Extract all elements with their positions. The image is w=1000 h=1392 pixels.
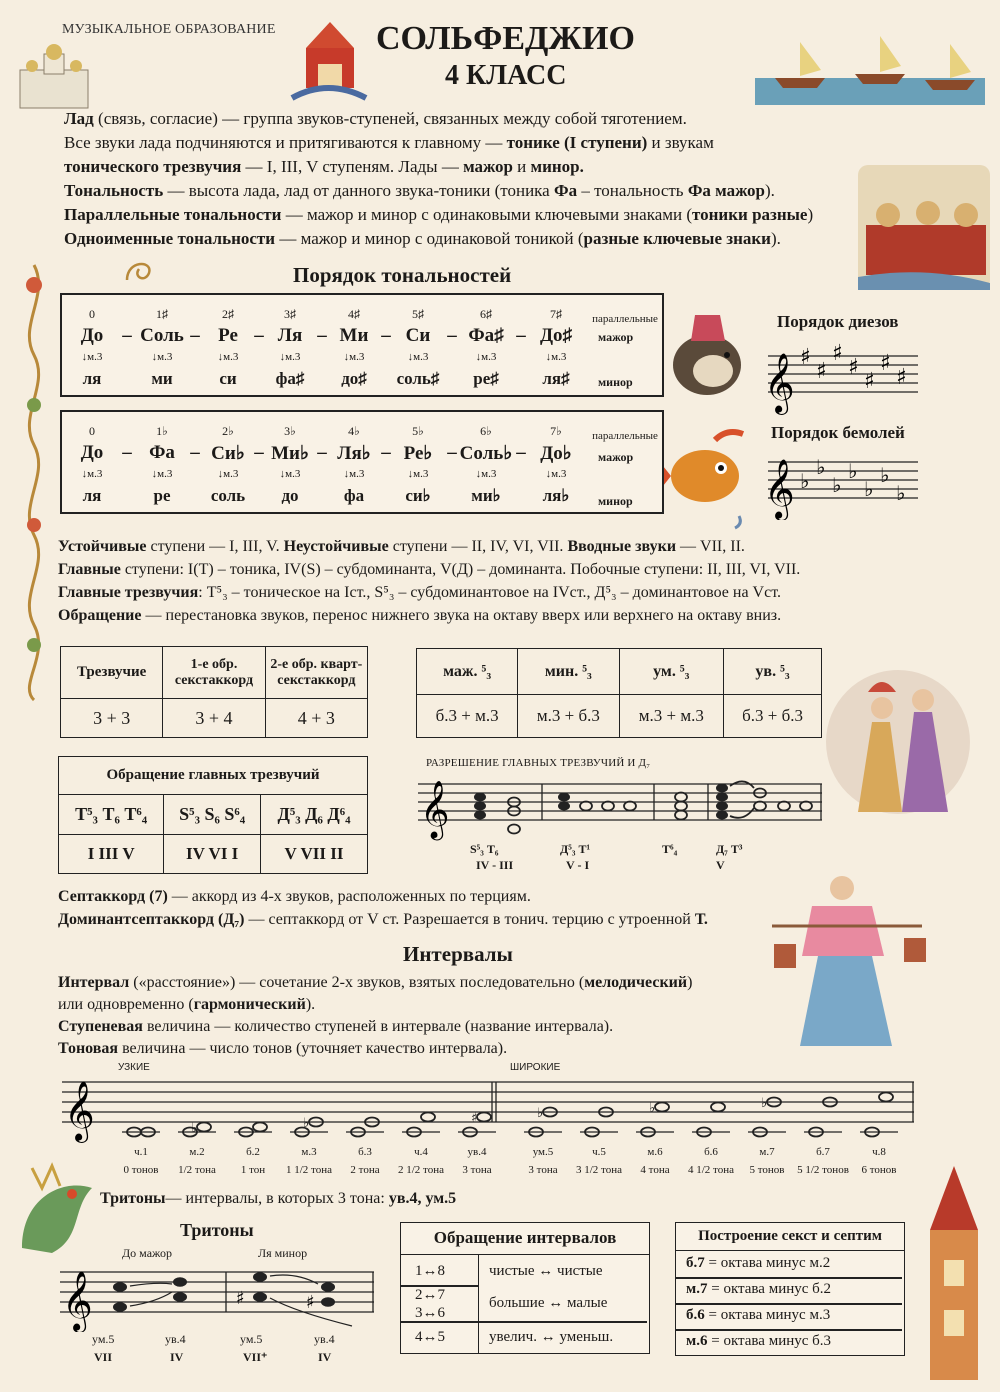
- key-signature-count: 5♯: [412, 307, 424, 321]
- table-cell: б.3 + м.3: [417, 695, 518, 738]
- minor-third-arrow: ↓м.3: [343, 468, 365, 480]
- def-main-triads: Главные трезвучия: Т⁵₃ – тоническое на Iст., S⁵₃ – субдоминантовое на IVст., Д⁵₃ – доминантовое на Vст.: [58, 584, 781, 601]
- sharp-signs: [800, 341, 907, 394]
- res-label: V - I: [566, 858, 590, 872]
- svg-text:♯: ♯: [864, 369, 875, 394]
- th-major: маж. ⁵₃: [417, 649, 518, 695]
- key-signature-count: 7♭: [550, 424, 562, 438]
- th-dim: ум. ⁵₃: [619, 649, 724, 695]
- minor-third-arrow: ↓м.3: [279, 351, 301, 363]
- intervals-title: Интервалы: [403, 942, 513, 966]
- major-key-name: Соль♭: [459, 443, 513, 464]
- table-cell: Д⁵₃ Д₆ Д⁶₄: [261, 795, 368, 835]
- interval-tones: 1 тон: [240, 1164, 266, 1176]
- warriors-illustration: [858, 165, 990, 290]
- table-cell: б.3 + б.3: [724, 695, 822, 738]
- fish-illustration: [655, 420, 755, 530]
- interval-tones: 3 тона: [462, 1164, 492, 1176]
- def-lad-2: Все звуки лада подчиняются и притягиваются к главному — тонике (I ступени) и звукам: [64, 133, 714, 152]
- tritone-minor-label: Ля минор: [258, 1246, 308, 1260]
- flats-staff: [762, 448, 922, 520]
- key-separator: –: [190, 325, 200, 346]
- key-separator: –: [447, 325, 457, 346]
- minor-key-name: си: [219, 369, 237, 388]
- interval-tones: 2 1/2 тона: [398, 1164, 444, 1176]
- major-key-name: Фа♯: [468, 325, 504, 346]
- interval-tones: 1 1/2 тона: [286, 1164, 332, 1176]
- key-signature-count: 3♯: [284, 307, 296, 321]
- svg-text:♯: ♯: [896, 365, 907, 390]
- th-sixth: 1-е обр. секстаккорд: [163, 647, 265, 699]
- women-illustration: [818, 662, 974, 822]
- def-lad-3: тонического трезвучия — I, III, V ступеням. Лады — мажор и минор.: [64, 157, 584, 176]
- table-cell: V VII II: [261, 835, 368, 874]
- svg-text:♯: ♯: [880, 351, 891, 376]
- accidental: ♭: [761, 1096, 768, 1111]
- minor-key-name: фа♯: [275, 369, 305, 388]
- minor-third-arrow: ↓м.3: [279, 468, 301, 480]
- subject-header: МУЗЫКАЛЬНОЕ ОБРАЗОВАНИЕ: [62, 22, 276, 37]
- interval-name: б.6: [704, 1146, 718, 1158]
- table-cell: 3 + 3: [61, 699, 163, 738]
- interval-note: [879, 1093, 893, 1102]
- def-inversion: Обращение — перестановка звуков, перенос нижнего звука на октаву вверх или верхнего на октаву вниз.: [58, 607, 782, 624]
- interval-name: б.2: [246, 1146, 260, 1158]
- triad-inversion-table: [60, 646, 368, 738]
- intervals-staff: [62, 1072, 918, 1152]
- minor-third-arrow: ↓м.3: [217, 468, 239, 480]
- res-label: IV - III: [476, 858, 514, 872]
- key-signature-count: 3♭: [284, 424, 296, 438]
- major-key-name: До: [80, 325, 104, 346]
- svg-text:♭: ♭: [816, 455, 826, 479]
- minor-third-arrow: ↓м.3: [407, 351, 429, 363]
- res-label: Т⁶₄: [662, 842, 678, 856]
- key-signature-count: 0: [89, 307, 95, 321]
- interval-tones: 4 тона: [640, 1164, 670, 1176]
- svg-text:♯: ♯: [306, 1292, 315, 1313]
- def-same-name: Одноименные тональности — мажор и минор с одинаковой тоникой (разные ключевые знаки).: [64, 229, 781, 248]
- table-cell: 3↔6: [415, 1305, 445, 1321]
- interval-tones: 5 1/2 тонов: [797, 1164, 849, 1176]
- svg-text:𝄞: 𝄞: [62, 1271, 93, 1331]
- interval-name: б.7: [816, 1146, 830, 1158]
- svg-text:♯: ♯: [236, 1288, 245, 1309]
- svg-text:♯: ♯: [800, 345, 811, 370]
- castle-illustration: [288, 18, 370, 108]
- interval-tones: 1/2 тона: [178, 1164, 216, 1176]
- wide-label: ШИРОКИЕ: [510, 1062, 561, 1073]
- tritone-label: ув.4: [314, 1332, 335, 1346]
- table-title: Построение секст и септим: [676, 1223, 904, 1251]
- key-signature-count: 0: [89, 424, 95, 438]
- ornament-curl: [125, 255, 155, 285]
- tritone-degree: IV: [318, 1350, 332, 1364]
- interval-name: м.3: [301, 1146, 317, 1158]
- key-signature-count: 6♯: [480, 307, 492, 321]
- table-cell: S⁵₃ S₆ S⁶₄: [164, 795, 261, 835]
- major-key-name: До: [80, 442, 104, 463]
- keys-title: Порядок тональностей: [293, 263, 512, 287]
- table-cell: Т⁵₃ Т₆ Т⁶₄: [59, 795, 164, 835]
- flats-order-title: Порядок бемолей: [771, 423, 905, 442]
- def-interval: Интервал («расстояние») — сочетание 2-х звуков, взятых последовательно (мелодический): [58, 974, 693, 991]
- minor-key-name: фа: [343, 486, 365, 505]
- tritone-degree: VII⁺: [243, 1350, 268, 1364]
- key-separator: –: [254, 442, 264, 463]
- minor-key-name: ля: [82, 369, 102, 388]
- interval-note: [655, 1103, 669, 1112]
- major-key-name: До♯: [539, 325, 573, 346]
- parallel-label: параллельные: [592, 313, 658, 325]
- svg-text:♯: ♯: [816, 359, 827, 384]
- table-cell: IV VI I: [164, 835, 261, 874]
- tritone-degree: VII: [94, 1350, 113, 1364]
- major-key-name: Фа: [149, 442, 175, 463]
- minor-key-name: ре: [153, 486, 171, 505]
- interval-name: ч.8: [872, 1146, 886, 1158]
- tritones-title: Тритоны: [180, 1220, 254, 1240]
- main-triads-inversion-table: [58, 756, 368, 874]
- interval-name: м.7: [759, 1146, 775, 1158]
- interval-name: ув.4: [467, 1146, 487, 1158]
- svg-text:𝄞: 𝄞: [64, 1081, 95, 1141]
- minor-third-arrow: ↓м.3: [151, 351, 173, 363]
- table-cell: м.3 + б.3: [518, 695, 619, 738]
- accidental: ♯: [471, 1111, 478, 1126]
- table-cell: большие ↔ малые: [489, 1295, 608, 1311]
- table-cell: м.3 + м.3: [619, 695, 724, 738]
- tritone-label: ум.5: [92, 1332, 115, 1346]
- key-separator: –: [190, 442, 200, 463]
- girl-buckets-illustration: [772, 866, 932, 1056]
- table-title: Обращение интервалов: [401, 1223, 649, 1255]
- key-separator: –: [516, 442, 526, 463]
- major-key-name: Ре: [218, 325, 238, 346]
- svg-text:♯: ♯: [848, 355, 859, 380]
- hedgehog-illustration: [665, 305, 747, 400]
- minor-third-arrow: ↓м.3: [407, 468, 429, 480]
- key-separator: –: [381, 442, 391, 463]
- interval-tones: 3 тона: [528, 1164, 558, 1176]
- interval-tones: 6 тонов: [861, 1164, 897, 1176]
- interval-tones: 2 тона: [350, 1164, 380, 1176]
- interval-name: м.6: [647, 1146, 663, 1158]
- minor-key-name: соль♯: [396, 369, 440, 388]
- church-illustration: [14, 40, 94, 110]
- minor-key-name: ре♯: [473, 369, 499, 388]
- triad-types-table: [416, 648, 822, 738]
- tritone-label: ув.4: [165, 1332, 186, 1346]
- table-cell: 4 + 3: [265, 699, 367, 738]
- key-separator: –: [122, 442, 132, 463]
- minor-third-arrow: ↓м.3: [217, 351, 239, 363]
- major-key-name: Ля♭: [337, 443, 371, 464]
- table-cell: 2↔7: [415, 1287, 445, 1303]
- interval-tones: 5 тонов: [749, 1164, 785, 1176]
- accidental: ♭: [537, 1106, 544, 1121]
- interval-note: [421, 1113, 435, 1122]
- interval-note: [711, 1103, 725, 1112]
- svg-text:♭: ♭: [800, 469, 810, 493]
- minor-key-name: ми♭: [471, 486, 501, 505]
- minor-key-name: ля♯: [542, 369, 570, 388]
- parallel-label: параллельные: [592, 430, 658, 442]
- minor-key-name: соль: [210, 486, 246, 505]
- minor-third-arrow: ↓м.3: [151, 468, 173, 480]
- res-label: S⁵₃ Т₆: [470, 842, 499, 856]
- th-fourth-sixth: 2-е обр. кварт-секстаккорд: [265, 647, 367, 699]
- svg-text:𝄞: 𝄞: [420, 780, 450, 838]
- tritones-staff: [60, 1262, 376, 1332]
- minor-third-arrow: ↓м.3: [475, 468, 497, 480]
- def-step-size: Ступеневая величина — количество ступеней в интервале (название интервала).: [58, 1018, 614, 1035]
- interval-note: [477, 1113, 491, 1122]
- res-label: Д⁵₃ Т¹: [560, 842, 591, 856]
- table-title: Обращение главных трезвучий: [59, 757, 368, 795]
- major-key-name: Ми♭: [271, 443, 309, 464]
- key-signature-count: 1♭: [156, 424, 168, 438]
- major-label: мажор: [598, 330, 634, 344]
- sharp-keys-box: [60, 293, 664, 397]
- tritone-label: ум.5: [240, 1332, 263, 1346]
- def-seventh: Септаккорд (7) — аккорд из 4-х звуков, расположенных по терциям.: [58, 888, 531, 905]
- table-cell: 4↔5: [415, 1329, 445, 1345]
- minor-key-name: до♯: [341, 369, 367, 388]
- interval-note: [197, 1123, 211, 1132]
- interval-tones: 3 1/2 тона: [576, 1164, 622, 1176]
- interval-name: ч.4: [414, 1146, 428, 1158]
- interval-name: м.2: [189, 1146, 205, 1158]
- def-tritones: Тритоны— интервалы, в которых 3 тона: ув.4, ум.5: [100, 1190, 457, 1207]
- major-key-name: Си♭: [211, 443, 245, 464]
- table-cell: чистые ↔ чистые: [489, 1263, 603, 1279]
- def-tone-size: Тоновая величина — число тонов (уточняет качество интервала).: [58, 1040, 508, 1057]
- key-separator: –: [254, 325, 264, 346]
- key-separator: –: [122, 325, 132, 346]
- tritone-major-label: До мажор: [122, 1246, 173, 1260]
- tritone-degree: IV: [170, 1350, 184, 1364]
- major-key-name: Соль: [140, 325, 184, 346]
- dragon-illustration: [12, 1158, 102, 1258]
- table-row: б.7 = октава минус м.2: [686, 1255, 831, 1271]
- minor-label: минор: [598, 494, 633, 508]
- grade-title: 4 КЛАСС: [445, 60, 567, 91]
- svg-text:𝄞: 𝄞: [764, 353, 795, 413]
- resolution-title: РАЗРЕШЕНИЕ ГЛАВНЫХ ТРЕЗВУЧИЙ И Д₇: [426, 757, 651, 769]
- minor-key-name: ля♭: [542, 486, 570, 505]
- interval-name: ум.5: [532, 1146, 554, 1158]
- minor-key-name: ми: [151, 369, 173, 388]
- def-interval-2: или одновременно (гармонический).: [58, 996, 316, 1013]
- flat-keys-box: [60, 410, 664, 514]
- major-key-name: Ми: [339, 325, 369, 346]
- accidental: ♭: [649, 1101, 656, 1116]
- def-tonality: Тональность — высота лада, лад от данного звука-тоники (тоника Фа – тональность Фа мажор).: [64, 181, 775, 200]
- key-signature-count: 4♯: [348, 307, 360, 321]
- minor-third-arrow: ↓м.3: [343, 351, 365, 363]
- svg-text:♭: ♭: [832, 473, 842, 497]
- th-minor: мин. ⁵₃: [518, 649, 619, 695]
- key-separator: –: [381, 325, 391, 346]
- minor-third-arrow: ↓м.3: [81, 468, 103, 480]
- th-aug: ув. ⁵₃: [724, 649, 822, 695]
- table-cell: увелич. ↔ уменьш.: [489, 1329, 614, 1345]
- minor-label: минор: [598, 375, 633, 389]
- def-main-degrees: Главные ступени: I(Т) – тоника, IV(S) – субдоминанта, V(Д) – доминанта. Побочные ступени: II, III, VI, VII.: [58, 561, 801, 578]
- key-separator: –: [317, 325, 327, 346]
- minor-third-arrow: ↓м.3: [81, 351, 103, 363]
- table-row: б.6 = октава минус м.3: [686, 1307, 831, 1323]
- ships-illustration: [755, 30, 985, 105]
- interval-tones: 0 тонов: [123, 1164, 159, 1176]
- key-signature-count: 2♭: [222, 424, 234, 438]
- ornament-left: [10, 255, 58, 705]
- sixths-sevenths-box: [675, 1222, 905, 1356]
- table-row: м.6 = октава минус б.3: [686, 1333, 832, 1349]
- def-lad: Лад (связь, согласие) — группа звуков-ступеней, связанных между собой тяготением.: [64, 109, 687, 128]
- interval-name: ч.1: [134, 1146, 148, 1158]
- major-key-name: Ля: [277, 325, 303, 346]
- tower-illustration: [918, 1160, 990, 1385]
- key-separator: –: [317, 442, 327, 463]
- key-separator: –: [447, 442, 457, 463]
- table-row: м.7 = октава минус б.2: [686, 1281, 832, 1297]
- major-key-name: Ре♭: [403, 443, 433, 464]
- minor-third-arrow: ↓м.3: [475, 351, 497, 363]
- key-signature-count: 6♭: [480, 424, 492, 438]
- def-parallel: Параллельные тональности — мажор и минор с одинаковыми ключевыми знаками (тоники разные): [64, 205, 814, 224]
- def-dominant-seventh: Доминантсептаккорд (Д₇) — септаккорд от V ст. Разрешается в тонич. терцию с утроенной Т.: [58, 911, 708, 928]
- res-label: Д₇ Т³: [716, 842, 743, 856]
- minor-third-arrow: ↓м.3: [545, 468, 567, 480]
- svg-text:♭: ♭: [864, 477, 874, 501]
- svg-text:𝄞: 𝄞: [764, 459, 795, 519]
- interval-note: [253, 1123, 267, 1132]
- minor-key-name: ля: [82, 486, 102, 505]
- interval-inversion-box: [400, 1222, 650, 1354]
- svg-text:♭: ♭: [848, 459, 858, 483]
- minor-key-name: си♭: [405, 486, 431, 505]
- interval-tones: 4 1/2 тона: [688, 1164, 734, 1176]
- table-cell: 1↔8: [415, 1263, 445, 1279]
- minor-third-arrow: ↓м.3: [545, 351, 567, 363]
- key-signature-count: 1♯: [156, 307, 168, 321]
- def-stable: Устойчивые ступени — I, III, V. Неустойчивые ступени — II, IV, VI, VII. Вводные звуки — VII, II.: [58, 538, 745, 555]
- key-signature-count: 4♭: [348, 424, 360, 438]
- key-signature-count: 5♭: [412, 424, 424, 438]
- accidental: ♭: [191, 1121, 198, 1136]
- sharps-order-title: Порядок диезов: [777, 312, 899, 331]
- table-cell: I III V: [59, 835, 164, 874]
- table-cell: 3 + 4: [163, 699, 265, 738]
- svg-text:♭: ♭: [880, 463, 890, 487]
- interval-name: б.3: [358, 1146, 372, 1158]
- interval-name: ч.5: [592, 1146, 606, 1158]
- res-label: V: [716, 858, 725, 872]
- major-key-name: До♭: [540, 443, 572, 464]
- svg-text:♭: ♭: [896, 481, 906, 505]
- key-signature-count: 2♯: [222, 307, 234, 321]
- svg-text:♯: ♯: [832, 341, 843, 366]
- sharps-staff: [762, 338, 922, 418]
- major-key-name: Си: [405, 325, 431, 346]
- key-signature-count: 7♯: [550, 307, 562, 321]
- key-separator: –: [516, 325, 526, 346]
- narrow-label: УЗКИЕ: [118, 1062, 150, 1073]
- major-label: мажор: [598, 450, 634, 464]
- minor-key-name: до: [281, 486, 299, 505]
- page-title: СОЛЬФЕДЖИО: [376, 20, 635, 57]
- accidental: ♭: [303, 1116, 310, 1131]
- resolution-staff: [418, 772, 822, 842]
- th-triad: Трезвучие: [61, 647, 163, 699]
